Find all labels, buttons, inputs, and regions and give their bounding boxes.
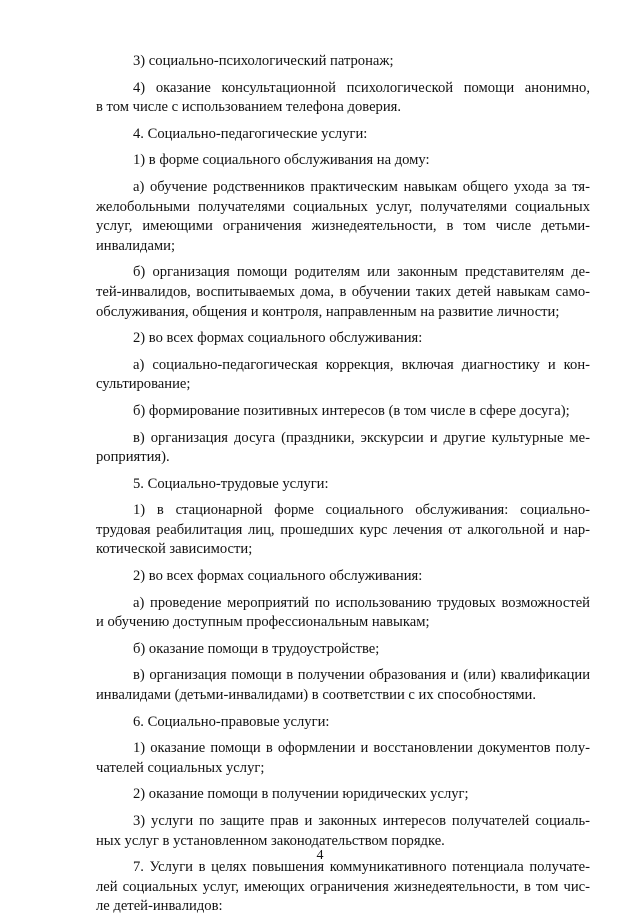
paragraph xyxy=(96,429,590,468)
paragraph-line: б) организация помощи родителям или законным представителям де- xyxy=(133,264,590,281)
paragraph xyxy=(96,666,590,705)
paragraph-line: чателей социальных услуг; xyxy=(96,759,265,776)
paragraph-line: а) проведение мероприятий по использованию трудовых возможностей xyxy=(133,594,590,611)
paragraph-line: в) организация помощи в получении образования и (или) квалификации xyxy=(133,667,590,684)
paragraph-line: роприятия). xyxy=(96,449,170,466)
paragraph xyxy=(96,640,590,660)
paragraph xyxy=(96,713,590,733)
paragraph-line: б) оказание помощи в трудоустройстве; xyxy=(133,640,380,657)
paragraph-line: инвалидами; xyxy=(96,237,176,254)
paragraph xyxy=(96,125,590,145)
paragraph-line: лей социальных услуг, имеющих ограничения жизнедеятельности, в том чис- xyxy=(96,878,590,895)
paragraph-line: котической зависимости; xyxy=(96,541,253,558)
paragraph-line: 3) услуги по защите прав и законных интересов получателей социаль- xyxy=(133,813,590,829)
paragraph-line: 7. Услуги в целях повышения коммуникативного потенциала получате- xyxy=(133,859,590,876)
paragraph xyxy=(96,402,590,422)
paragraph-line: трудовая реабилитация лиц, прошедших курс лечения от алкогольной и нар- xyxy=(96,521,590,538)
paragraph-line: а) социально-педагогическая коррекция, включая диагностику и кон- xyxy=(133,356,590,373)
paragraph-line: 3) социально-психологический патронаж; xyxy=(133,53,394,69)
paragraph xyxy=(96,858,590,917)
paragraph xyxy=(96,151,590,171)
paragraph-line: 5. Социально-трудовые услуги: xyxy=(133,475,329,492)
paragraph xyxy=(96,475,590,495)
paragraph-line: и обучению доступным профессиональным навыкам; xyxy=(96,614,430,631)
paragraph xyxy=(96,594,590,633)
paragraph xyxy=(96,356,590,395)
paragraph-line: 6. Социально-правовые услуги: xyxy=(133,713,330,730)
paragraph-line: 4) оказание консультационной психологической помощи анонимно, xyxy=(133,79,590,96)
paragraph-line: обслуживания, общения и контроля, направленным на развитие личности; xyxy=(96,303,560,320)
paragraph-line: 1) в форме социального обслуживания на дому: xyxy=(133,152,430,169)
paragraph-line: желобольными получателями социальных услуг, получателями социальных xyxy=(96,198,590,215)
paragraph-line: 1) оказание помощи в оформлении и восстановлении документов полу- xyxy=(133,740,590,757)
page-number: 4 xyxy=(316,848,324,863)
paragraph xyxy=(96,812,590,851)
paragraph-line: услуг, имеющими ограничения жизнедеятельности, в том числе детьми- xyxy=(96,218,590,235)
paragraph-line: 4. Социально-педагогические услуги: xyxy=(133,125,368,142)
paragraph-line: 2) во всех формах социального обслуживания: xyxy=(133,330,423,347)
paragraph-line: в том числе с использованием телефона доверия. xyxy=(96,99,402,116)
paragraph-line: 1) в стационарной форме социального обслуживания: социально- xyxy=(133,502,590,519)
paragraph xyxy=(96,501,590,560)
paragraph xyxy=(96,52,590,72)
paragraph-line: б) формирование позитивных интересов (в том числе в сфере досуга); xyxy=(133,402,570,419)
document-body xyxy=(96,52,590,924)
paragraph-line: сультирование; xyxy=(96,376,191,393)
paragraph xyxy=(96,567,590,587)
paragraph-line: тей-инвалидов, воспитываемых дома, в обучении таких детей навыкам само- xyxy=(96,283,590,300)
paragraph-line: а) обучение родственников практическим навыкам общего ухода за тя- xyxy=(133,178,590,195)
paragraph-line: 2) во всех формах социального обслуживания: xyxy=(133,568,423,585)
paragraph xyxy=(96,785,590,805)
paragraph xyxy=(96,739,590,778)
paragraph xyxy=(96,263,590,322)
paragraph-line: ле детей-инвалидов: xyxy=(96,898,223,915)
paragraph-line: инвалидами (детьми-инвалидами) в соответствии с их способностями. xyxy=(96,687,537,704)
paragraph-line: ных услуг в установленном законодательством порядке. xyxy=(96,832,445,849)
paragraph xyxy=(96,178,590,256)
paragraph-line: в) организация досуга (праздники, экскурсии и другие культурные ме- xyxy=(133,429,590,446)
paragraph xyxy=(96,79,590,118)
paragraph-line: 2) оказание помощи в получении юридических услуг; xyxy=(133,786,469,803)
paragraph xyxy=(96,329,590,349)
